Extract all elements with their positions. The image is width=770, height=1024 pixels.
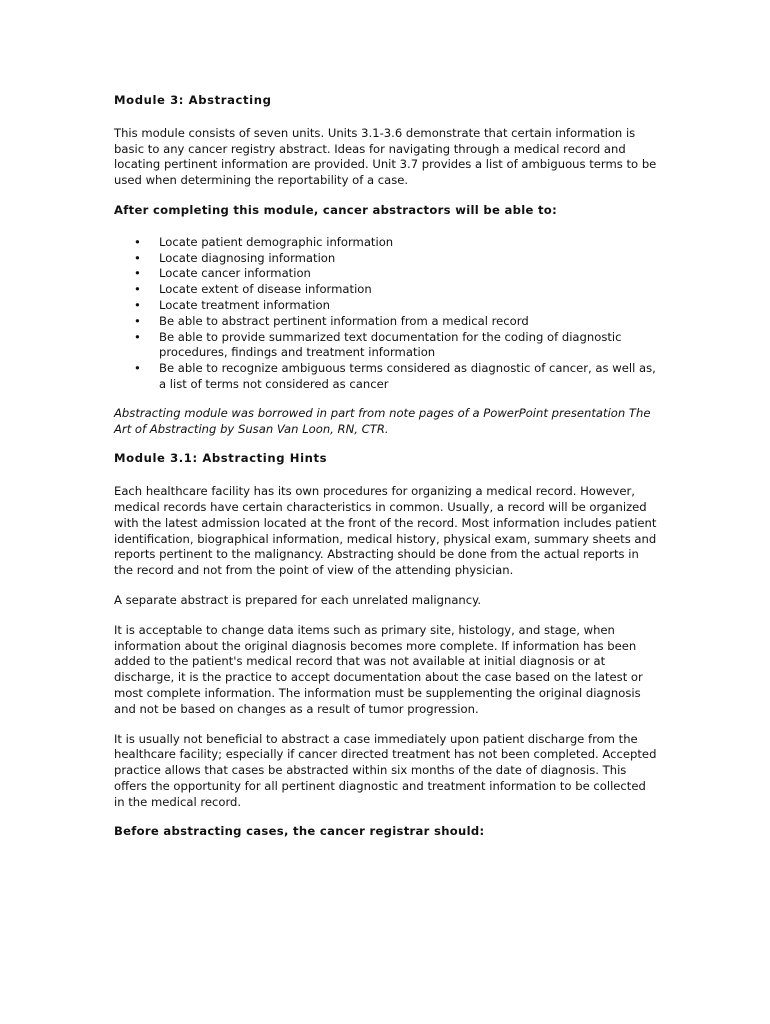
objectives-lead: After completing this module, cancer abstractors will be able to: (114, 202, 558, 217)
objective-text: Locate patient demographic information (159, 234, 394, 249)
closing-lead: Before abstracting cases, the cancer registrar should: (114, 824, 485, 839)
objective-text: Locate treatment information (159, 297, 330, 312)
document-page (114, 93, 660, 856)
list-item (114, 330, 660, 362)
objective-text: Be able to recognize ambiguous terms considered as diagnostic of cancer, as well as, a list of terms not considered as cancer (159, 361, 656, 391)
module-3-heading: Module 3: Abstracting (114, 93, 272, 107)
paragraph: It is acceptable to change data items such as primary site, histology, and stage, when information about the original diagnosis becomes more complete. If information has been added to the patient's medical record that was not available at initial diagnosis or at discharge, it is the practice to accept documentation about the case based on the latest or most complete information. The information must be supplementing the original diagnosis and not be based on changes as a result of tumor progression. (114, 622, 643, 716)
objective-text: Be able to abstract pertinent information from a medical record (159, 313, 529, 328)
bullet-icon: • (134, 250, 141, 265)
module-3-1-heading: Module 3.1: Abstracting Hints (114, 451, 328, 466)
bullet-icon: • (134, 234, 141, 249)
list-item (114, 298, 660, 314)
list-item (114, 361, 660, 393)
bullet-icon: • (134, 329, 141, 344)
credit-note: Abstracting module was borrowed in part from note pages of a PowerPoint presentation The Art of Abstracting by Susan Van Loon, RN, CTR. (114, 405, 651, 436)
objective-text: Locate extent of disease information (159, 282, 372, 297)
paragraph: It is usually not beneficial to abstract a case immediately upon patient discharge from the healthcare facility; especially if cancer directed treatment has not been completed. Accepted practice allows that cases be abstracted within six months of the date of diagnosis. This offers the opportunity for all pertinent diagnostic and treatment information to be collected in the medical record. (114, 731, 657, 809)
bullet-icon: • (134, 361, 141, 376)
objective-text: Be able to provide summarized text documentation for the coding of diagnostic procedures, findings and treatment information (159, 329, 622, 360)
list-item (114, 314, 660, 330)
bullet-icon: • (134, 297, 141, 312)
paragraph: Each healthcare facility has its own procedures for organizing a medical record. However, medical records have certain characteristics in common. Usually, a record will be organized with the latest admission located at the front of the record. Most information includes patient identification, biographical information, medical history, physical exam, summary sheets and reports pertinent to the malignancy. Abstracting should be done from the actual reports in the record and not from the point of view of the attending physician. (114, 484, 657, 578)
module-3-intro: This module consists of seven units. Units 3.1-3.6 demonstrate that certain information is basic to any cancer registry abstract. Ideas for navigating through a medical record and locating pertinent information are provided. Unit 3.7 provides a list of ambiguous terms to be used when determining the reportability of a case. (114, 125, 657, 188)
bullet-icon: • (134, 313, 141, 328)
list-item (114, 266, 660, 282)
bullet-icon: • (134, 282, 141, 297)
list-item (114, 251, 660, 267)
objectives-list (114, 235, 660, 393)
paragraph: A separate abstract is prepared for each unrelated malignancy. (114, 592, 482, 607)
objective-text: Locate cancer information (159, 266, 311, 281)
list-item (114, 235, 660, 251)
list-item (114, 282, 660, 298)
objective-text: Locate diagnosing information (159, 250, 336, 265)
bullet-icon: • (134, 266, 141, 281)
